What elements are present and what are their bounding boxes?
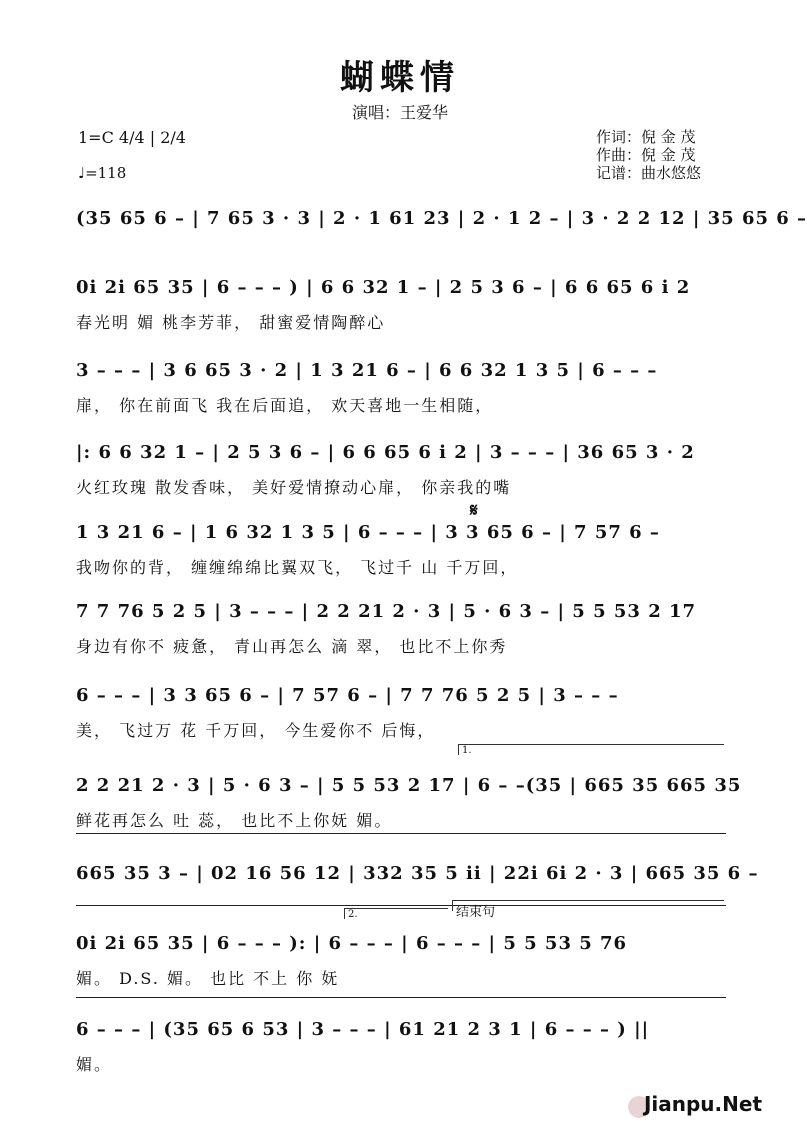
lyrics-line: 媚。 D.S. 媚。 也比 不上 你 妩 (76, 969, 340, 988)
staff-line (76, 928, 726, 994)
staff-line (76, 203, 807, 269)
lyrics-line: 身边有你不 疲惫， 青山再怎么 滴 翠， 也比不上你秀 (76, 637, 508, 656)
song-title: 蝴蝶情 (340, 58, 460, 98)
lyrics-line: 美， 飞过万 花 千万回， 今生爱你不 后悔， (76, 721, 436, 740)
staff-line (76, 680, 726, 746)
notes-line: 1 3 21 6 – | 1 6 32 1 3 5 | 6 – – – | 3 3 65 6 – | 7 57 6 – (76, 521, 660, 543)
site-logo[interactable]: Jianpu.Net (643, 1092, 762, 1116)
credits-block (596, 128, 701, 182)
segno-mark: 𝄋 (470, 500, 478, 521)
notes-line: 0i 2i 65 35 | 6 – – – ) | 6 6 32 1 – | 2 5 3 6 – | 6 6 65 6 i 2 (76, 276, 691, 298)
staff-line (76, 272, 726, 338)
notes-line: 3 – – – | 3 6 65 3 · 2 | 1 3 21 6 – | 6 6 32 1 3 5 | 6 – – – (76, 359, 658, 381)
coda-bracket: 结束句 (452, 900, 724, 911)
composer-credit: 作曲：倪 金 茂 (596, 146, 696, 164)
lyrics-line: 扉， 你在前面飞 我在后面追， 欢天喜地一生相随， (76, 396, 494, 415)
lyrics-line: 鲜花再怎么 吐 蕊， 也比不上你妩 媚。 (76, 811, 393, 830)
notes-line: 2 2 21 2 · 3 | 5 · 6 3 – | 5 5 53 2 17 | 6 – –(35 | 665 35 665 35 (76, 774, 742, 796)
staff-line (76, 770, 742, 836)
tempo-mark: ♩=118 (78, 164, 127, 182)
staff-line (76, 517, 726, 583)
singer-credit: 演唱：王爱华 (351, 103, 448, 122)
transcriber-credit: 记谱：曲水悠悠 (596, 164, 702, 182)
staff-line (76, 437, 726, 503)
lyrics-line: 火红玫瑰 散发香味， 美好爱情撩动心扉， 你亲我的嘴 (76, 478, 512, 497)
volta-1: 1. (458, 744, 724, 755)
lyrics-line: 我吻你的背， 缠缠绵绵比翼双飞， 飞过千 山 千万回， (76, 558, 519, 577)
notes-line: 665 35 3 – | 02 16 56 12 | 332 35 5 ii | 22i 6i 2 · 3 | 665 35 6 – (76, 862, 759, 884)
notes-line: 6 – – – | 3 3 65 6 – | 7 57 6 – | 7 7 76 5 2 5 | 3 – – – (76, 684, 619, 706)
notes-line: |: 6 6 32 1 – | 2 5 3 6 – | 6 6 65 6 i 2 | 3 – – – | 36 65 3 · 2 (76, 441, 695, 463)
section-rule (76, 833, 726, 834)
section-rule (76, 997, 726, 998)
key-signature: 1=C 4/4 | 2/4 (78, 128, 186, 147)
notes-line: 0i 2i 65 35 | 6 – – – ): | 6 – – – | 6 – – – | 5 5 53 5 76 (76, 932, 628, 954)
lyricist-credit: 作词：倪 金 茂 (596, 128, 696, 146)
staff-line (76, 1014, 726, 1080)
lyrics-line: 春光明 媚 桃李芳菲， 甜蜜爱情陶醉心 (76, 313, 386, 332)
notes-line: 7 7 76 5 2 5 | 3 – – – | 2 2 21 2 · 3 | 5 · 6 3 – | 5 5 53 2 17 (76, 600, 697, 622)
staff-line (76, 596, 726, 662)
notes-line: (35 65 6 – | 7 65 3 · 3 | 2 · 1 61 23 | 2 · 1 2 – | 3 · 2 2 12 | 35 65 6 – (76, 207, 807, 229)
notes-line: 6 – – – | (35 65 6 53 | 3 – – – | 61 21 2 3 1 | 6 – – – ) || (76, 1018, 650, 1040)
lyrics-line: 媚。 (76, 1055, 113, 1074)
volta-2: 2. (344, 908, 448, 919)
staff-line (76, 355, 726, 421)
